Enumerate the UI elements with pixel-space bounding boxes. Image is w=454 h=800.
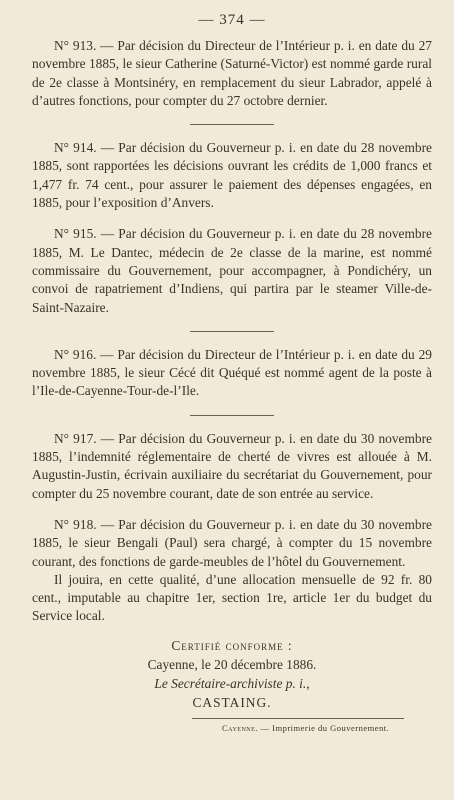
entry-paragraph: N° 913. — Par décision du Directeur de l’Intérieur p. i. en date du 27 novembre 1885, le sieur Catherine (Saturné-Victor) est nommé garde rural de 2e classe à Montsinéry, en remplacement du sieur Labrador, appelé à d’autres fonctions, pour compter du 27 octobre dernier.	[32, 38, 432, 108]
separator-rule	[190, 509, 274, 510]
entry-paragraph: N° 918. — Par décision du Gouverneur p. i. en date du 30 novembre 1885, le sieur Bengali (Paul) sera chargé, à compter du 15 novembre courant, des fonctions de garde-meubles de l’hôtel du Gouvernement.	[32, 516, 432, 569]
decision-entry-917	[32, 430, 432, 503]
separator-rule	[190, 415, 274, 416]
entry-paragraph: N° 916. — Par décision du Directeur de l’Intérieur p. i. en date du 29 novembre 1885, le sieur Cécé dit Quéqué est nommé agent de la poste à l’Ile-de-Cayenne-Tour-de-l’Ile.	[32, 346, 432, 399]
printer-imprint	[222, 723, 432, 733]
decision-entry-918	[32, 516, 432, 626]
entry-paragraph: N° 915. — Par décision du Gouverneur p. i. en date du 28 novembre 1885, M. Le Dantec, médecin de 2e classe de la marine, est nommé commissaire du Gouvernement, pour accompagner, à Pondichéry, un convoi de rapatriement d’Indiens, qui partira par le steamer Ville-de-Saint-Nazaire.	[32, 226, 432, 315]
entry-paragraph: N° 917. — Par décision du Gouverneur p. i. en date du 30 novembre 1885, l’indemnité réglementaire de cherté de vivres est allouée à M. Augustin-Justin, écrivain auxiliaire du secrétariat du Gouvernement, pour compter du 25 novembre courant, date de son entrée au service.	[32, 430, 432, 501]
certification-block	[32, 636, 432, 712]
decision-entry-913	[32, 37, 432, 110]
decision-entry-915	[32, 225, 432, 316]
footer-rule	[192, 718, 404, 719]
printer-text: — Imprimerie du Gouvernement.	[257, 722, 390, 733]
certification-heading: Certifié conforme :	[171, 637, 293, 653]
decision-entry-916	[32, 346, 432, 401]
separator-rule	[190, 218, 274, 219]
certification-role: Le Secrétaire-archiviste p. i.,	[154, 675, 310, 691]
entry-paragraph: N° 914. — Par décision du Gouverneur p. i. en date du 28 novembre 1885, sont rapportées les décisions ouvrant les crédits de 1,000 francs et 1,477 fr. 74 cent., pour assurer le paiement des dépenses engagées, en 1885, pour l’exposition d’Anvers.	[32, 140, 432, 211]
separator-rule	[190, 331, 274, 332]
entry-paragraph: Il jouira, en cette qualité, d’une allocation mensuelle de 92 fr. 80 cent., imputable au chapitre 1er, section 1re, article 1er du budget du Service local.	[32, 571, 432, 624]
page-number: — 374 —	[198, 12, 266, 28]
certification-signatory: CASTAING.	[192, 694, 272, 710]
decision-entry-914	[32, 139, 432, 212]
printer-city: Cayenne.	[222, 722, 258, 733]
separator-rule	[190, 124, 274, 125]
certification-place-date: Cayenne, le 20 décembre 1886.	[147, 656, 317, 672]
